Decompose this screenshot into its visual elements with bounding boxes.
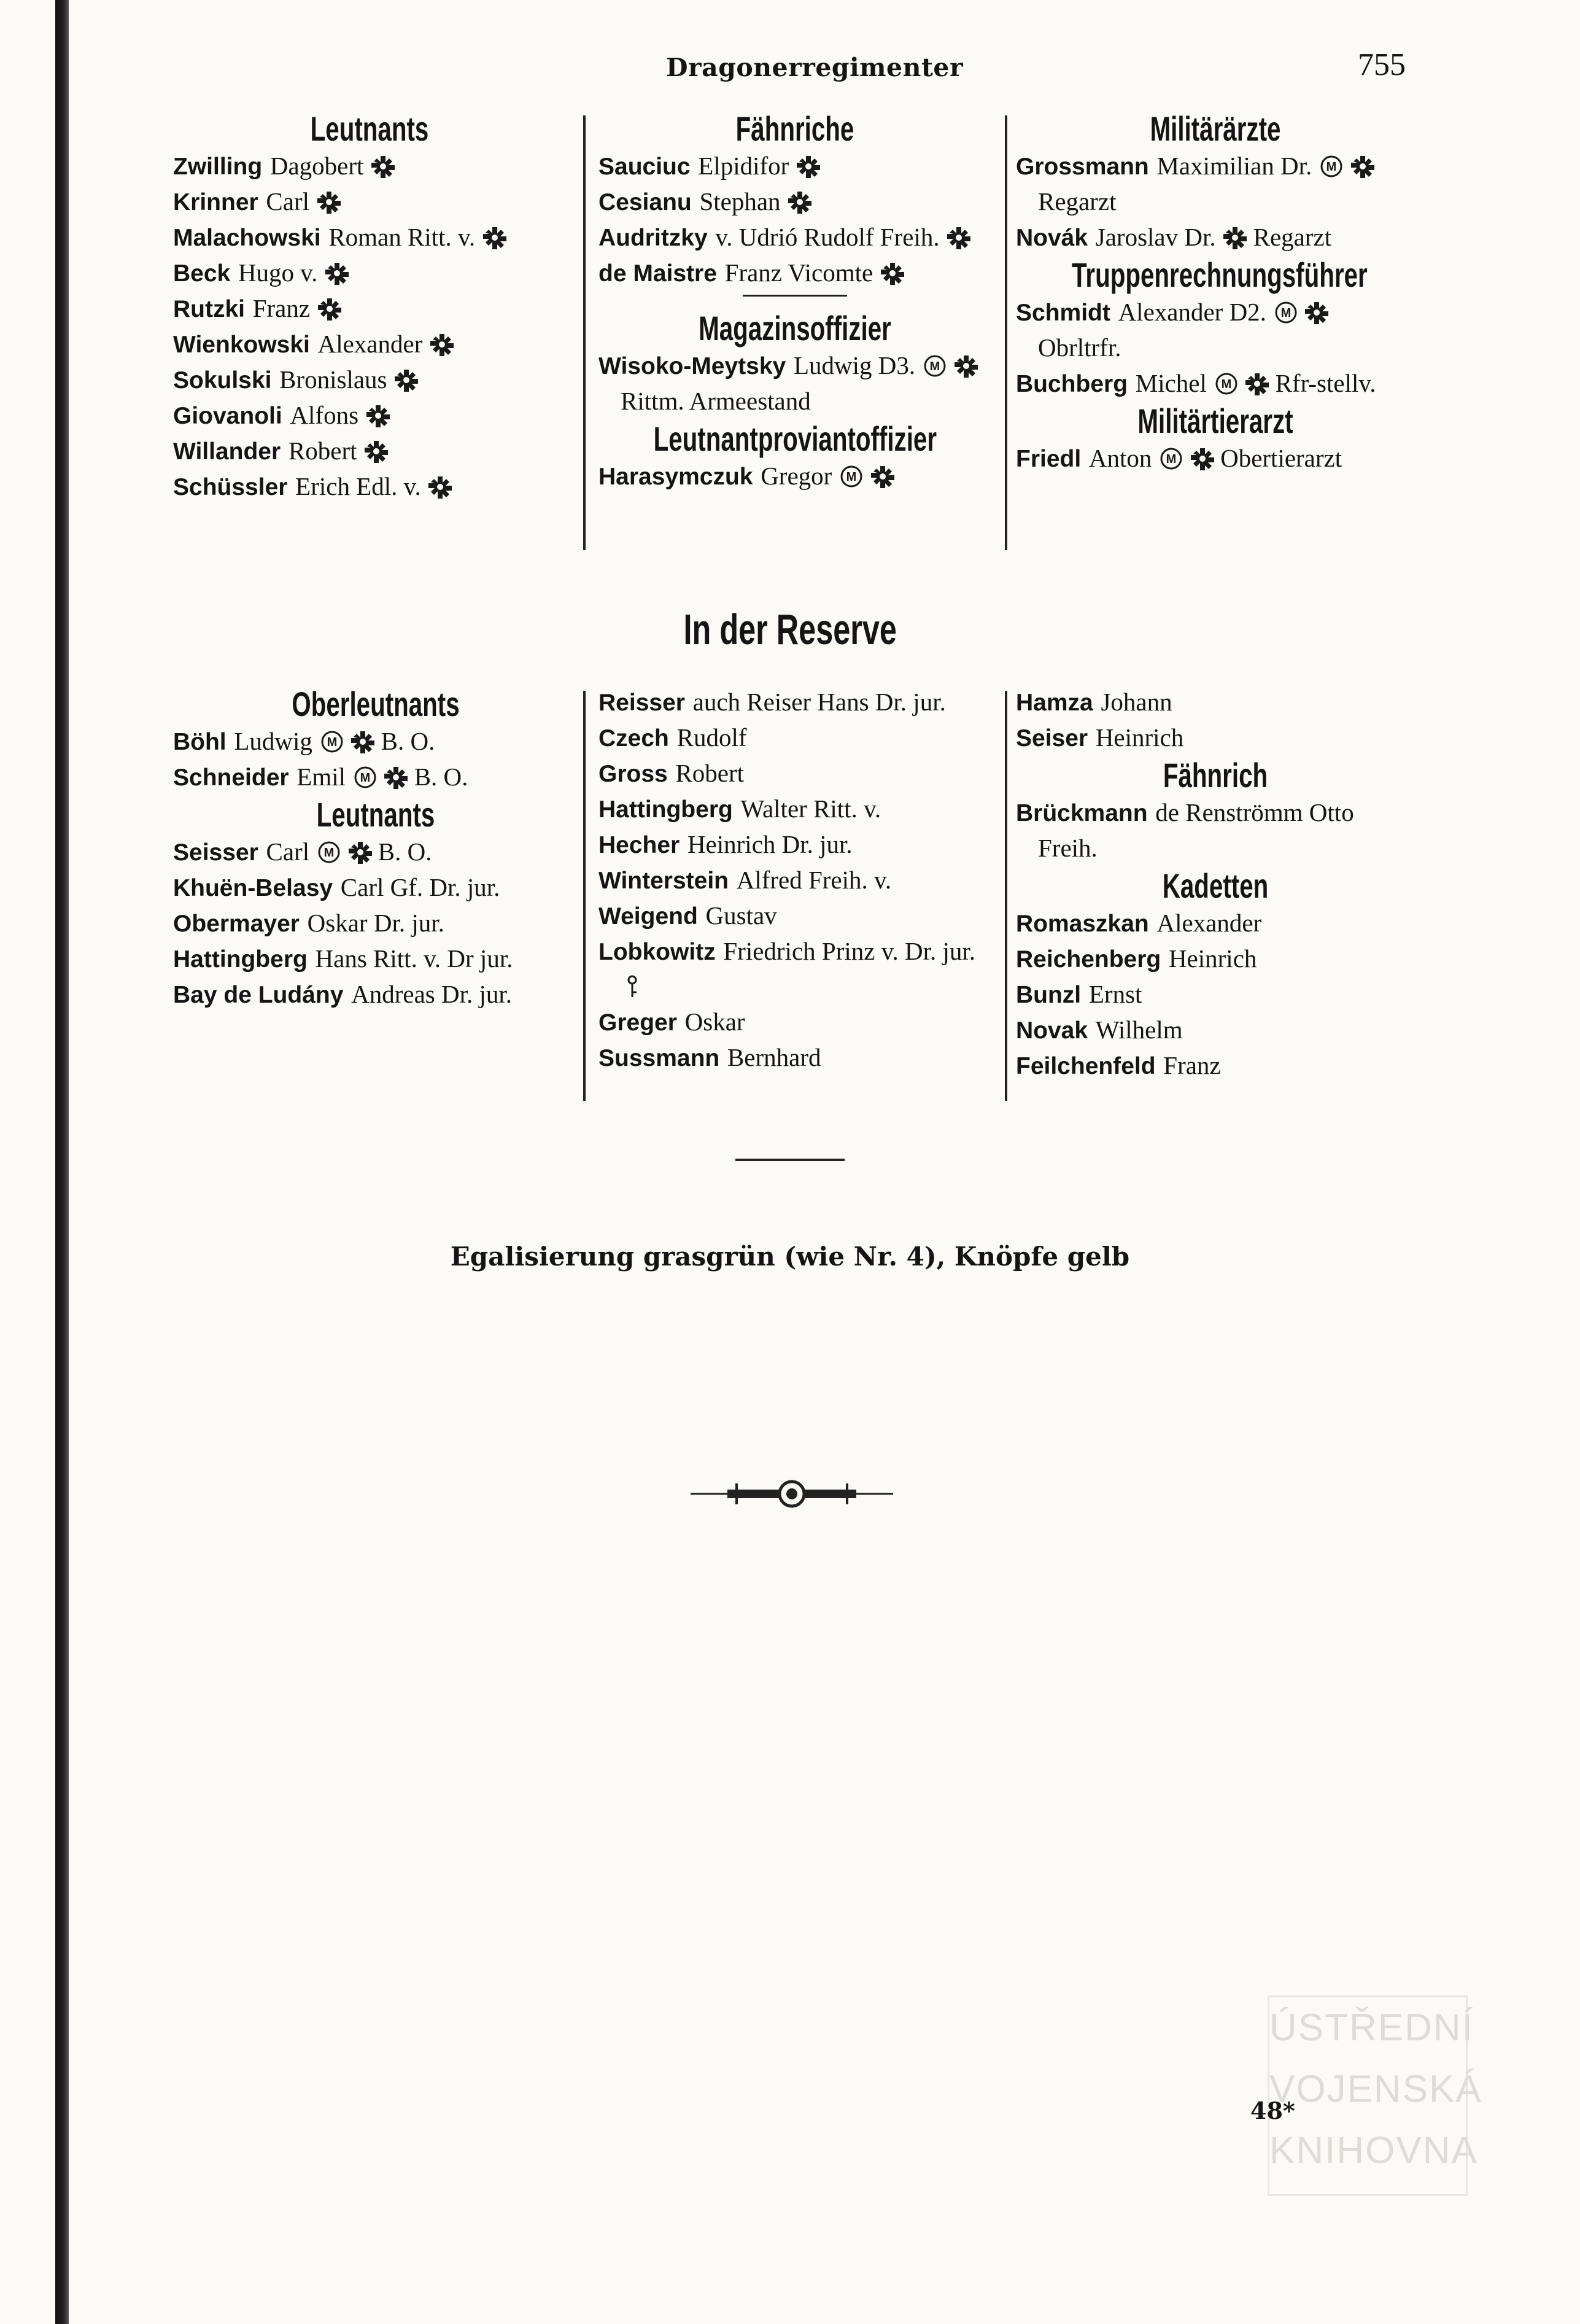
- decoration-cross-icon: [881, 262, 904, 285]
- roster-entry: [173, 433, 566, 469]
- entry-surname: Romaszkan: [1016, 911, 1149, 937]
- column-reserve-left: [173, 685, 578, 1012]
- entry-details: Ludwig D3.: [793, 351, 916, 379]
- entry-surname: Novák: [1016, 225, 1088, 251]
- roster-entry: [173, 977, 578, 1012]
- entry-rank-note: Regarzt: [1247, 223, 1332, 251]
- entry-surname: Reichenberg: [1016, 946, 1161, 973]
- merit-medal-icon: [317, 841, 341, 864]
- entry-details: Walter Ritt. v.: [740, 795, 881, 823]
- roster-entry: [598, 898, 994, 934]
- decoration-cross-icon: [430, 333, 454, 356]
- roster-entry: [173, 255, 566, 291]
- entry-surname: Feilchenfeld: [1016, 1053, 1156, 1079]
- section-title-proviantoffizier: Leutnantproviantoffizier: [653, 419, 937, 458]
- entry-surname: Buchberg: [1016, 371, 1128, 397]
- decoration-cross-icon: [349, 841, 372, 864]
- entry-surname: Böhl: [173, 729, 227, 755]
- entry-surname: Malachowski: [173, 225, 321, 251]
- decoration-cross-icon: [317, 190, 341, 214]
- decoration-cross-icon: [366, 404, 390, 427]
- entry-details: Emil: [296, 763, 346, 791]
- column-rule: [1005, 115, 1007, 550]
- entry-surname: Weigend: [598, 903, 698, 930]
- entry-rank-note: Obrltrfr.: [1038, 333, 1121, 362]
- egalisierung-note: Egalisierung grasgrün (wie Nr. 4), Knöpfe gelb: [450, 1242, 1130, 1272]
- entry-details: Friedrich Prinz v. Dr. jur.: [723, 937, 976, 965]
- roster-entry: [598, 827, 994, 863]
- column-rule: [583, 115, 586, 550]
- decoration-cross-icon: [384, 766, 408, 789]
- entry-surname: Sokulski: [173, 367, 272, 394]
- roster-entry: [1016, 941, 1415, 977]
- decoration-cross-icon: [871, 465, 894, 488]
- entry-surname: Sauciuc: [598, 154, 691, 180]
- entry-surname: Friedl: [1016, 446, 1082, 472]
- entry-surname: Cesianu: [598, 189, 692, 216]
- column-rule: [583, 691, 586, 1101]
- roster-entry: [1016, 1012, 1415, 1048]
- entry-surname: Winterstein: [598, 868, 729, 894]
- decoration-cross-icon: [947, 226, 970, 249]
- entry-surname: Khuën-Belasy: [173, 875, 333, 901]
- svg-text:M: M: [327, 736, 337, 749]
- roster-entry: [1016, 977, 1415, 1012]
- entry-details: Robert: [288, 437, 357, 465]
- entry-details: Andreas Dr. jur.: [351, 980, 513, 1008]
- decoration-cross-icon: [1305, 301, 1328, 324]
- entry-details: Anton: [1088, 444, 1152, 472]
- entry-details: Franz: [252, 294, 311, 322]
- decoration-cross-icon: [1351, 155, 1374, 178]
- entry-surname: Hattingberg: [173, 946, 308, 973]
- svg-text:M: M: [929, 360, 940, 373]
- entry-details: Bronislaus: [279, 365, 387, 394]
- svg-text:M: M: [1280, 306, 1291, 320]
- entry-details: Hans Ritt. v. Dr jur.: [315, 944, 513, 973]
- section-title-magazinsoffizier: Magazinsoffizier: [699, 309, 891, 348]
- entry-surname: Giovanoli: [173, 403, 282, 429]
- entry-details: Hugo v.: [238, 258, 318, 287]
- entry-surname: Zwilling: [173, 154, 263, 180]
- section-title-militaeraerzte: Militärärzte: [1150, 109, 1281, 148]
- roster-entry: [598, 220, 991, 255]
- entry-details: Franz Vicomte: [724, 258, 873, 287]
- roster-entry: [1016, 795, 1415, 866]
- roster-entry: [173, 291, 566, 327]
- entry-surname: Czech: [598, 725, 669, 752]
- entry-details: Alfons: [290, 401, 359, 429]
- entry-surname: Krinner: [173, 189, 258, 216]
- column-top-middle: [598, 109, 991, 494]
- reserve-heading: In der Reserve: [683, 605, 897, 653]
- entry-details: Alexander: [1156, 909, 1262, 937]
- roster-entry: [598, 863, 994, 898]
- decoration-cross-icon: [318, 297, 341, 321]
- column-top-right: [1016, 109, 1415, 476]
- roster-entry: [1016, 366, 1415, 402]
- roster-entry: [173, 834, 578, 870]
- entry-rank-note: Regarzt: [1038, 187, 1117, 216]
- entry-surname: Brückmann: [1016, 800, 1148, 826]
- roster-entry: [173, 220, 566, 255]
- entry-surname: Audritzky: [598, 225, 708, 251]
- entry-surname: Rutzki: [173, 296, 245, 322]
- entry-surname: Wienkowski: [173, 332, 310, 358]
- roster-entry: [173, 398, 566, 433]
- section-title-leutnants: Leutnants: [310, 109, 429, 148]
- roster-entry: [1016, 1048, 1415, 1084]
- roster-entry: [173, 760, 578, 795]
- entry-surname: Hattingberg: [598, 796, 733, 823]
- roster-entry: [173, 149, 566, 184]
- deceased-key-icon: [621, 975, 644, 998]
- entry-surname: Willander: [173, 438, 281, 465]
- roster-entry: [173, 184, 566, 220]
- svg-text:M: M: [1221, 378, 1231, 391]
- merit-medal-icon: [1320, 155, 1343, 178]
- section-title-faehnrich: Fähnrich: [1163, 756, 1268, 795]
- entry-surname: Schüssler: [173, 474, 288, 500]
- roster-entry: [598, 1040, 994, 1076]
- column-rule: [1005, 691, 1007, 1101]
- section-title-truppenrechnungsfuehrer: Truppenrechnungsführer: [1072, 255, 1368, 294]
- roster-entry: [173, 941, 578, 977]
- roster-entry: [598, 756, 994, 791]
- entry-rank-note: B. O.: [374, 727, 435, 755]
- roster-entry: [173, 906, 578, 941]
- section-title-kadetten: Kadetten: [1162, 866, 1269, 905]
- roster-entry: [598, 149, 991, 184]
- entry-details: Johann: [1101, 688, 1172, 716]
- entry-details: Wilhelm: [1095, 1016, 1183, 1044]
- decoration-cross-icon: [797, 155, 820, 178]
- merit-medal-icon: [1274, 301, 1298, 324]
- decoration-cross-icon: [428, 475, 452, 499]
- entry-details: Robert: [675, 759, 745, 787]
- entry-details: de Renströmm Otto Freih.: [1038, 798, 1354, 862]
- merit-medal-icon: [320, 730, 344, 753]
- roster-entry: [173, 870, 578, 906]
- entry-rank-note: B. O.: [408, 763, 468, 791]
- page-number: 755: [1358, 47, 1406, 82]
- entry-surname: de Maistre: [598, 260, 717, 287]
- entry-surname: Reisser: [598, 690, 685, 716]
- roster-entry: [1016, 441, 1415, 476]
- entry-surname: Bunzl: [1016, 982, 1082, 1008]
- roster-entry: [1016, 295, 1415, 366]
- merit-medal-icon: [923, 354, 947, 378]
- entry-surname: Harasymczuk: [598, 464, 753, 490]
- signature-mark: 48*: [1250, 2097, 1295, 2124]
- svg-text:M: M: [360, 771, 371, 785]
- roster-entry: [173, 469, 566, 505]
- entry-surname: Gross: [598, 761, 668, 787]
- entry-details: Oskar: [684, 1008, 745, 1036]
- entry-surname: Grossmann: [1016, 154, 1149, 180]
- decoration-cross-icon: [351, 730, 374, 753]
- running-header: Dragonerregimenter: [666, 53, 964, 82]
- roster-entry: [1016, 220, 1415, 255]
- svg-text:M: M: [1166, 453, 1177, 466]
- column-reserve-right: [1016, 685, 1415, 1084]
- column-top-left: [173, 109, 566, 505]
- entry-details: Heinrich: [1095, 723, 1184, 752]
- entry-details: Bernhard: [727, 1043, 821, 1071]
- entry-surname: Bay de Ludány: [173, 982, 344, 1008]
- entry-surname: Wisoko-Meytsky: [598, 353, 786, 379]
- entry-surname: Seisser: [173, 839, 258, 866]
- entry-surname: Hecher: [598, 832, 680, 858]
- entry-rank-note: Rittm. Armeestand: [621, 387, 811, 415]
- entry-details: Roman Ritt. v.: [328, 223, 476, 251]
- decoration-cross-icon: [325, 262, 349, 285]
- decoration-cross-icon: [1191, 447, 1214, 470]
- roster-entry: [173, 327, 566, 362]
- entry-details: Alfred Freih. v.: [736, 866, 892, 894]
- entry-surname: Seiser: [1016, 725, 1088, 752]
- merit-medal-icon: [354, 766, 377, 789]
- section-title-militaertierarzt: Militärtierarzt: [1137, 402, 1293, 440]
- entry-surname: Lobkowitz: [598, 939, 716, 965]
- decoration-cross-icon: [1223, 226, 1247, 249]
- entry-details: Michel: [1135, 369, 1207, 397]
- entry-details: Franz: [1163, 1051, 1221, 1079]
- roster-entry: [173, 362, 566, 398]
- roster-entry: [598, 255, 991, 291]
- roster-entry: [598, 685, 994, 720]
- svg-text:M: M: [1326, 160, 1337, 174]
- entry-details: Stephan: [699, 187, 781, 216]
- decoration-cross-icon: [365, 440, 388, 463]
- entry-rank-note: B. O.: [371, 837, 432, 866]
- decoration-cross-icon: [483, 226, 506, 249]
- roster-entry: [598, 459, 991, 494]
- entry-details: Gustav: [705, 901, 777, 930]
- scan-page-edge: [55, 0, 69, 2324]
- roster-entry: [1016, 906, 1415, 941]
- decoration-cross-icon: [788, 190, 811, 214]
- roster-entry: [598, 1005, 994, 1040]
- merit-medal-icon: [1160, 447, 1183, 470]
- roster-entry: [598, 934, 994, 1005]
- library-stamp: ÚSTŘEDNÍ VOJENSKÁ KNIHOVNA: [1268, 1996, 1468, 2196]
- entry-details: Erich Edl. v.: [295, 472, 421, 500]
- section-title-reserve-leutnants: Leutnants: [316, 795, 435, 834]
- roster-entry: [1016, 685, 1415, 720]
- short-rule: [743, 295, 847, 297]
- entry-details: Ludwig: [234, 727, 312, 755]
- entry-surname: Schmidt: [1016, 300, 1110, 326]
- decoration-cross-icon: [395, 368, 418, 392]
- roster-entry: [598, 791, 994, 827]
- entry-details: Heinrich Dr. jur.: [687, 830, 853, 858]
- entry-details: Maximilian Dr.: [1156, 152, 1312, 180]
- entry-surname: Obermayer: [173, 911, 300, 937]
- entry-details: Alexander D2.: [1118, 298, 1266, 326]
- roster-entry: [598, 348, 991, 419]
- entry-details: Rudolf: [676, 723, 747, 752]
- entry-details: Elpidifor: [698, 152, 789, 180]
- entry-surname: Hamza: [1016, 690, 1093, 716]
- entry-rank-note: Rfr-stellv.: [1269, 369, 1376, 397]
- entry-details: Carl: [266, 837, 310, 866]
- entry-details: Gregor: [761, 462, 832, 490]
- merit-medal-icon: [840, 465, 863, 488]
- entry-details: Carl Gf. Dr. jur.: [340, 873, 500, 901]
- column-reserve-middle: [598, 685, 994, 1076]
- entry-surname: Novak: [1016, 1017, 1088, 1044]
- entry-details: Heinrich: [1168, 944, 1257, 973]
- entry-details: auch Reiser Hans Dr. jur.: [692, 688, 946, 716]
- entry-details: Jaroslav Dr.: [1095, 223, 1216, 251]
- svg-text:M: M: [323, 846, 335, 860]
- entry-surname: Beck: [173, 260, 231, 287]
- svg-text:M: M: [846, 470, 857, 484]
- section-divider: [735, 1159, 845, 1161]
- merit-medal-icon: [1215, 372, 1238, 395]
- entry-surname: Greger: [598, 1009, 677, 1036]
- entry-details: v. Udrió Rudolf Freih.: [715, 223, 940, 251]
- entry-surname: Sussmann: [598, 1045, 720, 1071]
- ornament-flourish: [691, 1479, 893, 1509]
- entry-details: Alexander: [317, 330, 423, 358]
- entry-surname: Schneider: [173, 764, 289, 791]
- decoration-cross-icon: [955, 354, 978, 378]
- entry-details: Ernst: [1088, 980, 1142, 1008]
- roster-entry: [598, 720, 994, 756]
- roster-entry: [173, 724, 578, 760]
- entry-details: Carl: [266, 187, 310, 216]
- entry-details: Dagobert: [269, 152, 364, 180]
- section-title-faehnriche: Fähnriche: [735, 109, 854, 148]
- decoration-cross-icon: [371, 155, 395, 178]
- roster-entry: [1016, 149, 1415, 220]
- roster-entry: [1016, 720, 1415, 756]
- roster-entry: [598, 184, 991, 220]
- entry-details: Oskar Dr. jur.: [307, 909, 444, 937]
- section-title-oberleutnants: Oberleutnants: [292, 685, 460, 723]
- entry-rank-note: Obertierarzt: [1214, 444, 1342, 472]
- decoration-cross-icon: [1245, 372, 1269, 395]
